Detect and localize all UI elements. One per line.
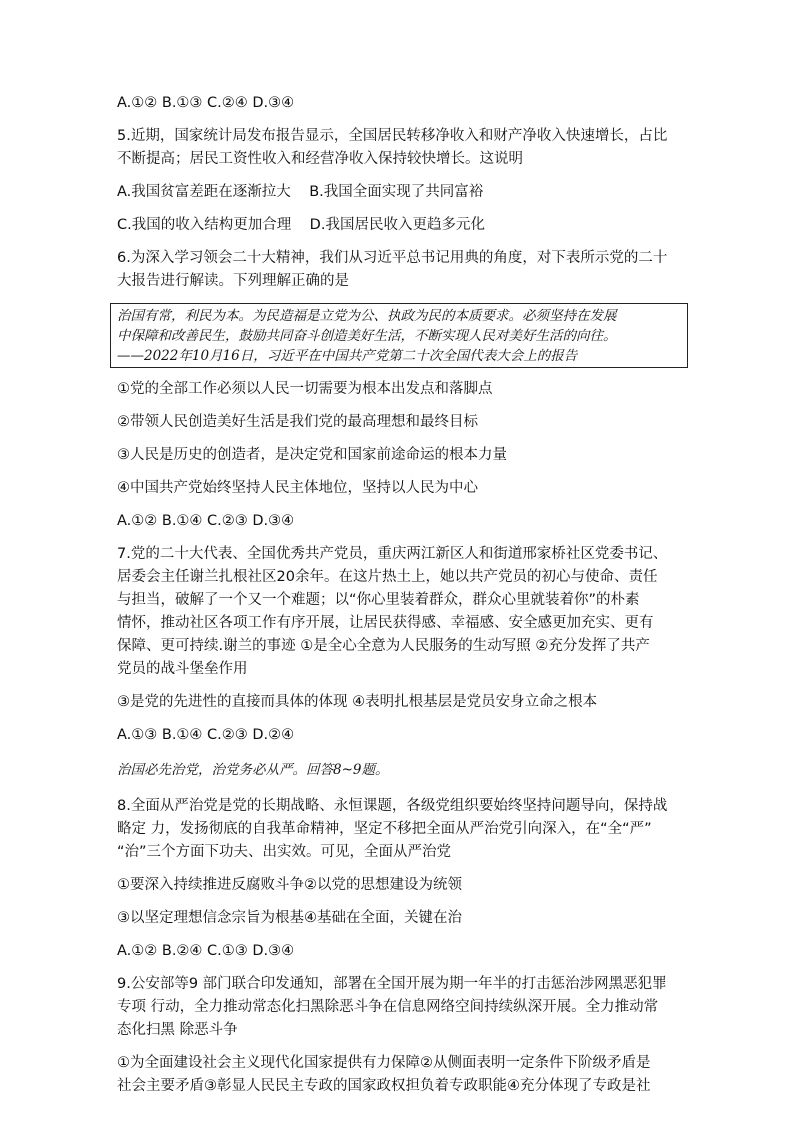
q6-item-2: ②带领人民创造美好生活是我们党的最高理想和最终目标 [117,414,478,430]
q5-option-d: D.我国居民收入更趋多元化 [309,217,485,233]
q6-quote-line3: ——2022年10月16日，习近平在中国共产党第二十次全国代表大会上的报告 [117,348,578,364]
intro-questions-8-9: 治国必先治党，治党务必从严。回答8~9题。 [117,762,389,778]
q5-stem-line1: 5.近期，国家统计局发布报告显示，全国居民转移净收入和财产净收入快速增长，占比 [117,128,668,144]
q5-option-c: C.我国的收入结构更加合理 [117,217,292,233]
q7-line5: 保障、更可持续.谢兰的事迹 ①是全心全意为人民服务的生动写照 ②充分发挥了共产 [117,638,650,654]
q5-options-cd [117,214,679,237]
question-7 [117,543,679,747]
q6-quote-line1: 治国有常，利民为本。为民造福是立党为公、执政为民的本质要求。必须坚持在发展 [117,308,617,324]
question-8 [117,795,679,963]
q8-items-line2: ③以坚定理想信念宗旨为根基④基础在全面，关键在治 [117,909,462,926]
q5-stem-line2: 不断提高；居民工资性收入和经营净收入保持较快增长。这说明 [117,151,523,167]
q8-line1: 8.全面从严治党是党的长期战略、永恒课题，各级党组织要始终坚持问题导向，保持战 [117,797,668,814]
q8-items-line1: ①要深入持续推进反腐败斗争②以党的思想建设为统领 [117,876,462,893]
q8-line3: “治”三个方面下功夫、出实效。可见，全面从严治党 [117,843,452,860]
q6-stem-line1: 6.为深入学习领会二十大精神，我们从习近平总书记用典的角度，对下表所示党的二十 [117,250,668,266]
q9-line2: 专项 行动，全力推动常态化扫黑除恶斗争在信息网络空间持续纵深开展。全力推动常 [117,998,659,1015]
q9-line3: 态化扫黑 除恶斗争 [117,1021,238,1038]
question-9 [117,973,679,1098]
q4-options: A.①② B.①③ C.②④ D.③④ [117,95,295,111]
q7-line4: 情怀，推动社区各项工作有序开展，让居民获得感、幸福感、安全感更加充实、更有 [117,615,654,631]
exam-page [117,92,679,1098]
question-5 [117,125,679,237]
q5-option-a: A.我国贫富差距在逐渐拉大 [117,184,291,200]
question-6 [117,247,679,533]
q6-item-3: ③人民是历史的创造者，是决定党和国家前途命运的根本力量 [117,447,507,463]
q7-line6: 党员的战斗堡垒作用 [117,661,248,677]
q7-line3: 与担当，破解了一个又一个难题；以“你心里装着群众，群众心里就装着你”的朴素 [117,592,640,608]
q9-items-line2: 社会主要矛盾③彰显人民民主专政的国家政权担负着专政职能④充分体现了专政是社 [117,1077,651,1094]
q9-line1: 9.公安部等9 部门联合印发通知，部署在全国开展为期一年半的打击惩治涉网黑恶犯罪 [117,975,667,992]
q6-options: A.①② B.①④ C.②③ D.③④ [117,513,295,529]
q6-item-4: ④中国共产党始终坚持人民主体地位，坚持以人民为中心 [117,480,478,496]
q6-stem-line2: 大报告进行解读。下列理解正确的是 [117,273,349,289]
q5-options-ab [117,181,679,204]
q9-items-line1: ①为全面建设社会主义现代化国家提供有力保障②从侧面表明一定条件下阶级矛盾是 [117,1054,651,1071]
q8-line2: 略定 力，发扬彻底的自我革命精神，坚定不移把全面从严治党引向深入，在“全“严” [117,820,652,837]
q8-options: A.①② B.②④ C.①③ D.③④ [117,942,295,959]
q7-line7: ③是党的先进性的直接而具体的体现 ④表明扎根基层是党员安身立命之根本 [117,694,598,710]
q7-options: A.①③ B.①④ C.②③ D.②④ [117,727,295,743]
q7-line1: 7.党的二十大代表、全国优秀共产党员，重庆两江新区人和街道邢家桥社区党委书记、 [117,546,668,562]
q6-quote-box [110,303,688,368]
q6-quote-line2: 中保障和改善民生，鼓励共同奋斗创造美好生活，不断实现人民对美好生活的向往。 [117,328,617,344]
q6-item-1: ①党的全部工作必须以人民一切需要为根本出发点和落脚点 [117,381,493,397]
q5-option-b: B.我国全面实现了共同富裕 [309,184,484,200]
q7-line2: 居委会主任谢兰扎根社区20余年。在这片热土上，她以共产党员的初心与使命、责任 [117,569,658,585]
